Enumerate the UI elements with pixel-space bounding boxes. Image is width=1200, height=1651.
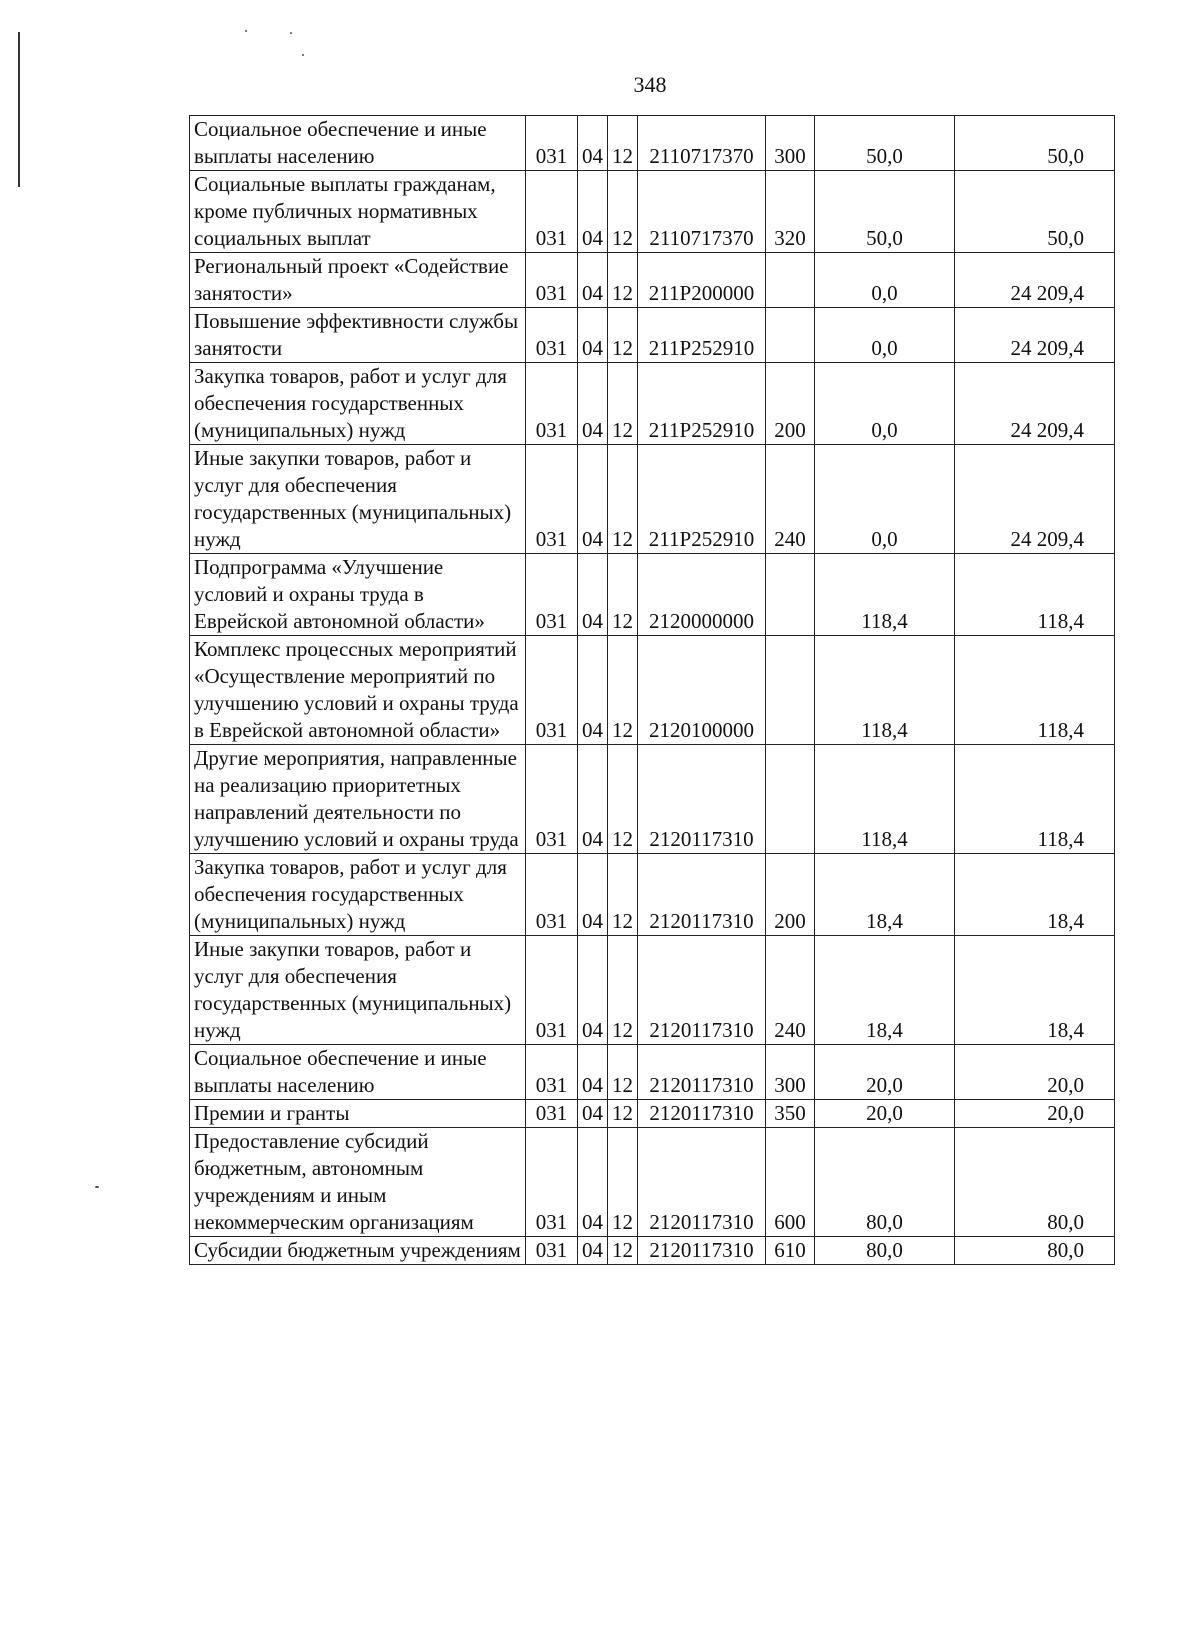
amount-first: 50,0 [815, 116, 955, 171]
table-row [190, 171, 1115, 253]
page-number: 348 [633, 72, 667, 97]
table-row [190, 1237, 1115, 1265]
section-code: 04 [578, 636, 608, 745]
target-article-code: 211Р200000 [638, 253, 766, 308]
expense-type-code: 300 [766, 1045, 815, 1100]
section-code: 04 [578, 1237, 608, 1265]
expense-type-code: 200 [766, 363, 815, 445]
subsection-code: 12 [608, 171, 638, 253]
row-name: Иные закупки товаров, работ и услуг для обеспечения государственных (муниципальных) нужд [190, 445, 526, 554]
table-row [190, 554, 1115, 636]
ministry-code: 031 [526, 554, 578, 636]
target-article-code: 211Р252910 [638, 445, 766, 554]
subsection-code: 12 [608, 1128, 638, 1237]
expense-type-code: 350 [766, 1100, 815, 1128]
ministry-code: 031 [526, 1128, 578, 1237]
target-article-code: 2120117310 [638, 854, 766, 936]
amount-second: 18,4 [955, 936, 1115, 1045]
expense-type-code: 240 [766, 936, 815, 1045]
ministry-code: 031 [526, 171, 578, 253]
target-article-code: 2110717370 [638, 171, 766, 253]
subsection-code: 12 [608, 936, 638, 1045]
ministry-code: 031 [526, 363, 578, 445]
amount-second: 24 209,4 [955, 253, 1115, 308]
amount-first: 18,4 [815, 854, 955, 936]
row-name: Социальные выплаты гражданам, кроме публичных нормативных социальных выплат [190, 171, 526, 253]
amount-first: 50,0 [815, 171, 955, 253]
row-name: Закупка товаров, работ и услуг для обеспечения государственных (муниципальных) нужд [190, 854, 526, 936]
budget-table-body [190, 116, 1115, 1265]
target-article-code: 211Р252910 [638, 363, 766, 445]
expense-type-code [766, 636, 815, 745]
scan-speck [302, 54, 304, 56]
ministry-code: 031 [526, 1237, 578, 1265]
row-name: Предоставление субсидий бюджетным, автономным учреждениям и иным некоммерческим организациям [190, 1128, 526, 1237]
expense-type-code: 200 [766, 854, 815, 936]
expense-type-code [766, 554, 815, 636]
row-name: Социальное обеспечение и иные выплаты населению [190, 1045, 526, 1100]
section-code: 04 [578, 745, 608, 854]
row-name: Социальное обеспечение и иные выплаты населению [190, 116, 526, 171]
row-name: Подпрограмма «Улучшение условий и охраны труда в Еврейской автономной области» [190, 554, 526, 636]
subsection-code: 12 [608, 854, 638, 936]
target-article-code: 2120117310 [638, 745, 766, 854]
row-name: Субсидии бюджетным учреждениям [190, 1237, 526, 1265]
target-article-code: 2120000000 [638, 554, 766, 636]
section-code: 04 [578, 854, 608, 936]
subsection-code: 12 [608, 445, 638, 554]
target-article-code: 2120117310 [638, 1045, 766, 1100]
amount-first: 20,0 [815, 1100, 955, 1128]
amount-second: 50,0 [955, 171, 1115, 253]
target-article-code: 2120117310 [638, 1128, 766, 1237]
table-row [190, 253, 1115, 308]
amount-first: 0,0 [815, 445, 955, 554]
section-code: 04 [578, 554, 608, 636]
expense-type-code [766, 308, 815, 363]
table-row [190, 445, 1115, 554]
section-code: 04 [578, 308, 608, 363]
amount-second: 80,0 [955, 1237, 1115, 1265]
amount-first: 118,4 [815, 745, 955, 854]
amount-first: 0,0 [815, 253, 955, 308]
amount-second: 50,0 [955, 116, 1115, 171]
table-row [190, 1100, 1115, 1128]
amount-first: 0,0 [815, 363, 955, 445]
subsection-code: 12 [608, 1237, 638, 1265]
target-article-code: 2110717370 [638, 116, 766, 171]
target-article-code: 2120117310 [638, 1100, 766, 1128]
table-row [190, 363, 1115, 445]
section-code: 04 [578, 1100, 608, 1128]
amount-first: 0,0 [815, 308, 955, 363]
row-name: Другие мероприятия, направленные на реализацию приоритетных направлений деятельности по улучшению условий и охраны труда [190, 745, 526, 854]
ministry-code: 031 [526, 116, 578, 171]
amount-first: 118,4 [815, 636, 955, 745]
scan-edge-mark [18, 32, 20, 187]
expense-type-code: 600 [766, 1128, 815, 1237]
row-name: Закупка товаров, работ и услуг для обеспечения государственных (муниципальных) нужд [190, 363, 526, 445]
subsection-code: 12 [608, 308, 638, 363]
amount-second: 18,4 [955, 854, 1115, 936]
amount-second: 118,4 [955, 745, 1115, 854]
row-name: Иные закупки товаров, работ и услуг для обеспечения государственных (муниципальных) нужд [190, 936, 526, 1045]
budget-table [189, 115, 1115, 1265]
row-name: Повышение эффективности службы занятости [190, 308, 526, 363]
subsection-code: 12 [608, 636, 638, 745]
subsection-code: 12 [608, 253, 638, 308]
ministry-code: 031 [526, 745, 578, 854]
row-name: Комплекс процессных мероприятий «Осуществление мероприятий по улучшению условий и охраны труда в Еврейской автономной области» [190, 636, 526, 745]
ministry-code: 031 [526, 854, 578, 936]
section-code: 04 [578, 253, 608, 308]
scan-speck [95, 1186, 99, 1188]
expense-type-code: 240 [766, 445, 815, 554]
section-code: 04 [578, 1128, 608, 1237]
row-name: Премии и гранты [190, 1100, 526, 1128]
table-row [190, 745, 1115, 854]
subsection-code: 12 [608, 745, 638, 854]
ministry-code: 031 [526, 1100, 578, 1128]
table-row [190, 936, 1115, 1045]
ministry-code: 031 [526, 936, 578, 1045]
section-code: 04 [578, 445, 608, 554]
table-row [190, 1128, 1115, 1237]
section-code: 04 [578, 363, 608, 445]
section-code: 04 [578, 936, 608, 1045]
ministry-code: 031 [526, 445, 578, 554]
table-row [190, 116, 1115, 171]
target-article-code: 2120117310 [638, 1237, 766, 1265]
target-article-code: 2120100000 [638, 636, 766, 745]
ministry-code: 031 [526, 253, 578, 308]
target-article-code: 2120117310 [638, 936, 766, 1045]
expense-type-code: 610 [766, 1237, 815, 1265]
scan-speck [290, 32, 292, 34]
amount-second: 20,0 [955, 1045, 1115, 1100]
amount-first: 80,0 [815, 1128, 955, 1237]
section-code: 04 [578, 116, 608, 171]
table-row [190, 308, 1115, 363]
expense-type-code: 300 [766, 116, 815, 171]
ministry-code: 031 [526, 636, 578, 745]
subsection-code: 12 [608, 554, 638, 636]
amount-first: 80,0 [815, 1237, 955, 1265]
row-name: Региональный проект «Содействие занятости» [190, 253, 526, 308]
section-code: 04 [578, 1045, 608, 1100]
subsection-code: 12 [608, 116, 638, 171]
amount-first: 18,4 [815, 936, 955, 1045]
amount-second: 24 209,4 [955, 445, 1115, 554]
amount-second: 20,0 [955, 1100, 1115, 1128]
target-article-code: 211Р252910 [638, 308, 766, 363]
amount-first: 118,4 [815, 554, 955, 636]
amount-second: 118,4 [955, 636, 1115, 745]
amount-first: 20,0 [815, 1045, 955, 1100]
ministry-code: 031 [526, 308, 578, 363]
table-row [190, 636, 1115, 745]
subsection-code: 12 [608, 1100, 638, 1128]
amount-second: 118,4 [955, 554, 1115, 636]
subsection-code: 12 [608, 1045, 638, 1100]
expense-type-code: 320 [766, 171, 815, 253]
table-row [190, 854, 1115, 936]
table-row [190, 1045, 1115, 1100]
amount-second: 80,0 [955, 1128, 1115, 1237]
ministry-code: 031 [526, 1045, 578, 1100]
expense-type-code [766, 745, 815, 854]
expense-type-code [766, 253, 815, 308]
amount-second: 24 209,4 [955, 363, 1115, 445]
subsection-code: 12 [608, 363, 638, 445]
amount-second: 24 209,4 [955, 308, 1115, 363]
section-code: 04 [578, 171, 608, 253]
scan-speck [245, 30, 247, 32]
